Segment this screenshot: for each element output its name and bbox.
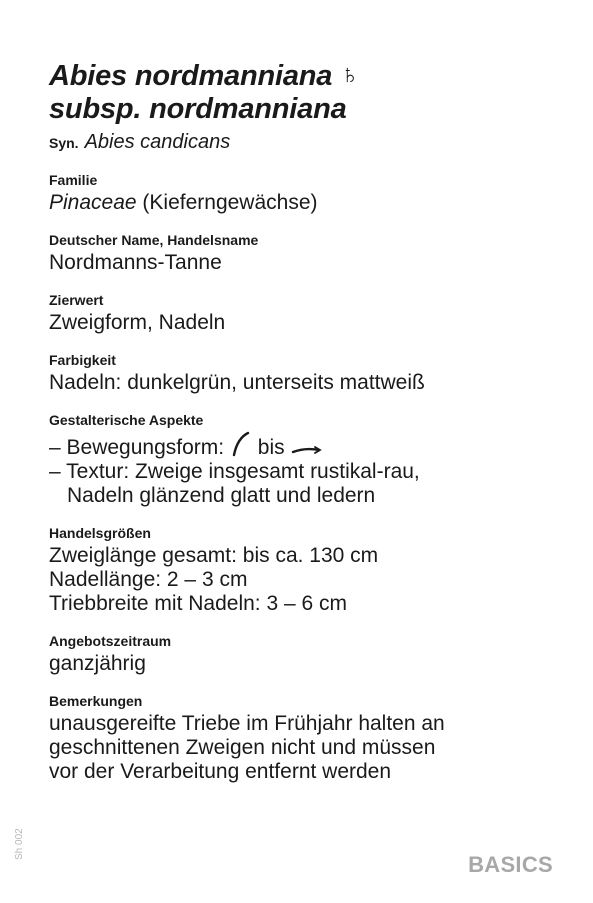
section-bemerkungen [49, 693, 569, 784]
section-angebotszeitraum [49, 633, 569, 676]
section-farbigkeit [49, 352, 569, 395]
familie-value [49, 191, 569, 215]
section-zierwert [49, 292, 569, 335]
bemerkungen-line: unausgereifte Triebe im Frühjahr halten an [49, 712, 445, 735]
bemerkungen-value [49, 712, 569, 784]
bewegungsform-prefix: – Bewegungsform: [49, 436, 225, 459]
deutscher-name-value: Nordmanns-Tanne [49, 251, 222, 274]
synonym-name: Abies candicans [84, 131, 231, 153]
plant-title [49, 58, 569, 126]
handelsgroessen-label: Handelsgrößen [49, 525, 151, 541]
upright-curve-icon [230, 431, 252, 457]
angebotszeitraum-label: Angebotszeitraum [49, 633, 172, 649]
data-sheet [49, 58, 569, 784]
farbigkeit-value: Nadeln: dunkelgrün, unterseits mattweiß [49, 371, 425, 394]
bewegungsform-line [49, 431, 569, 460]
section-gestalterische-aspekte [49, 412, 569, 508]
handelsgroessen-value [49, 544, 569, 616]
synonym-label: Syn. [49, 135, 79, 151]
handelsgroessen-line: Triebbreite mit Nadeln: 3 – 6 cm [49, 592, 348, 615]
deutscher-name-label: Deutscher Name, Handelsname [49, 232, 259, 248]
title-line-1 [49, 58, 569, 93]
zierwert-label: Zierwert [49, 292, 104, 308]
horizontal-arrow-icon [291, 443, 323, 457]
title-line-2: subsp. nordmanniana [49, 93, 347, 125]
bemerkungen-line: geschnittenen Zweigen nicht und müssen [49, 736, 436, 759]
zierwert-value: Zweigform, Nadeln [49, 311, 226, 334]
familie-latin: Pinaceae [49, 191, 137, 214]
section-deutscher-name [49, 232, 569, 275]
title-genus-species: Abies nordmanniana [49, 60, 333, 92]
handelsgroessen-line: Zweiglänge gesamt: bis ca. 130 cm [49, 544, 379, 567]
saturn-symbol-icon: ♄ [340, 59, 360, 89]
sheet-code: Sh 002 [14, 828, 25, 860]
section-familie [49, 172, 569, 215]
bemerkungen-line: vor der Verarbeitung entfernt werden [49, 760, 392, 783]
familie-label: Familie [49, 172, 98, 188]
section-handelsgroessen [49, 525, 569, 616]
farbigkeit-label: Farbigkeit [49, 352, 116, 368]
angebotszeitraum-value: ganzjährig [49, 652, 146, 675]
brand-logo: BASICS [468, 852, 553, 877]
textur-line-1: – Textur: Zweige insgesamt rustikal-rau, [49, 460, 420, 483]
bemerkungen-label: Bemerkungen [49, 693, 143, 709]
gestalterische-aspekte-value [49, 431, 569, 508]
textur-line-2: Nadeln glänzend glatt und ledern [67, 484, 376, 507]
gestalterische-aspekte-label: Gestalterische Aspekte [49, 412, 204, 428]
handelsgroessen-line: Nadellänge: 2 – 3 cm [49, 568, 248, 591]
familie-german: (Kieferngewächse) [136, 191, 318, 214]
synonym [49, 130, 569, 155]
bewegungsform-bis: bis [257, 436, 285, 459]
